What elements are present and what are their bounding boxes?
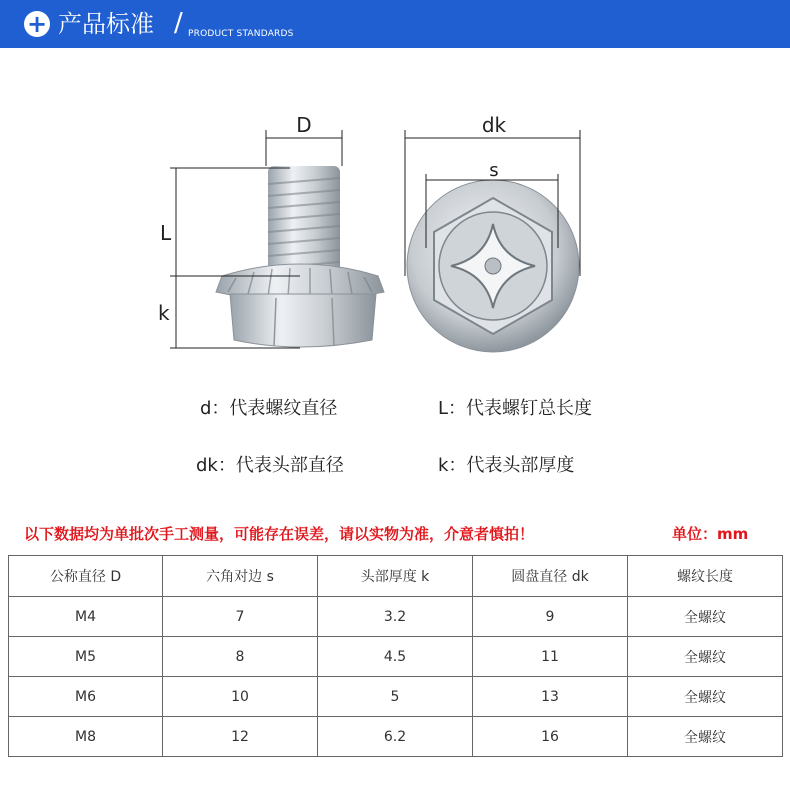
cell-dk: 11 xyxy=(473,637,628,677)
cell-thread: 全螺纹 xyxy=(628,717,783,757)
table-row xyxy=(9,597,783,637)
section-title: 产品标准 xyxy=(58,10,154,38)
cell-s: 12 xyxy=(163,717,318,757)
cell-k: 6.2 xyxy=(318,717,473,757)
cell-k: 5 xyxy=(318,677,473,717)
unit-label: 单位：mm xyxy=(672,525,749,543)
label-L: L xyxy=(160,221,172,245)
plus-circle-icon: + xyxy=(24,11,50,37)
cell-dk: 13 xyxy=(473,677,628,717)
label-dk: dk xyxy=(481,113,507,137)
definition-L: L：代表螺钉总长度 xyxy=(438,398,593,419)
hex-head xyxy=(230,294,376,347)
cell-s: 10 xyxy=(163,677,318,717)
cell-thread: 全螺纹 xyxy=(628,677,783,717)
screw-side-view xyxy=(216,166,384,347)
cell-s: 8 xyxy=(163,637,318,677)
cell-k: 3.2 xyxy=(318,597,473,637)
cell-dk: 9 xyxy=(473,597,628,637)
cell-size: M5 xyxy=(9,637,163,677)
label-k: k xyxy=(158,301,170,325)
cell-k: 4.5 xyxy=(318,637,473,677)
definition-dk: dk：代表头部直径 xyxy=(196,455,344,476)
cell-dk: 16 xyxy=(473,717,628,757)
header-disc-diameter: 圆盘直径 dk xyxy=(473,556,628,597)
table-row xyxy=(9,637,783,677)
header-nominal-diameter: 公称直径 D xyxy=(9,556,163,597)
cell-size: M6 xyxy=(9,677,163,717)
cell-thread: 全螺纹 xyxy=(628,597,783,637)
table-row xyxy=(9,677,783,717)
measurement-notice: 以下数据均为单批次手工测量，可能存在误差，请以实物为准，介意者慎拍！ xyxy=(24,525,535,543)
header-hex-across-flats: 六角对边 s xyxy=(163,556,318,597)
spec-table xyxy=(8,555,783,757)
screw-diagram-svg xyxy=(0,48,790,378)
cell-thread: 全螺纹 xyxy=(628,637,783,677)
screw-top-view xyxy=(407,180,579,352)
table-row xyxy=(9,717,783,757)
title-separator: / xyxy=(174,8,183,38)
label-D: D xyxy=(296,113,312,137)
section-subtitle: PRODUCT STANDARDS xyxy=(188,29,294,39)
definition-d: d：代表螺纹直径 xyxy=(200,398,338,419)
header-head-thickness: 头部厚度 k xyxy=(318,556,473,597)
cell-size: M8 xyxy=(9,717,163,757)
section-header xyxy=(0,0,790,48)
cell-s: 7 xyxy=(163,597,318,637)
header-thread-length: 螺纹长度 xyxy=(628,556,783,597)
definition-k: k：代表头部厚度 xyxy=(438,455,575,476)
screw-diagram xyxy=(0,48,790,378)
label-s: s xyxy=(489,160,499,181)
table-header-row xyxy=(9,556,783,597)
cell-size: M4 xyxy=(9,597,163,637)
